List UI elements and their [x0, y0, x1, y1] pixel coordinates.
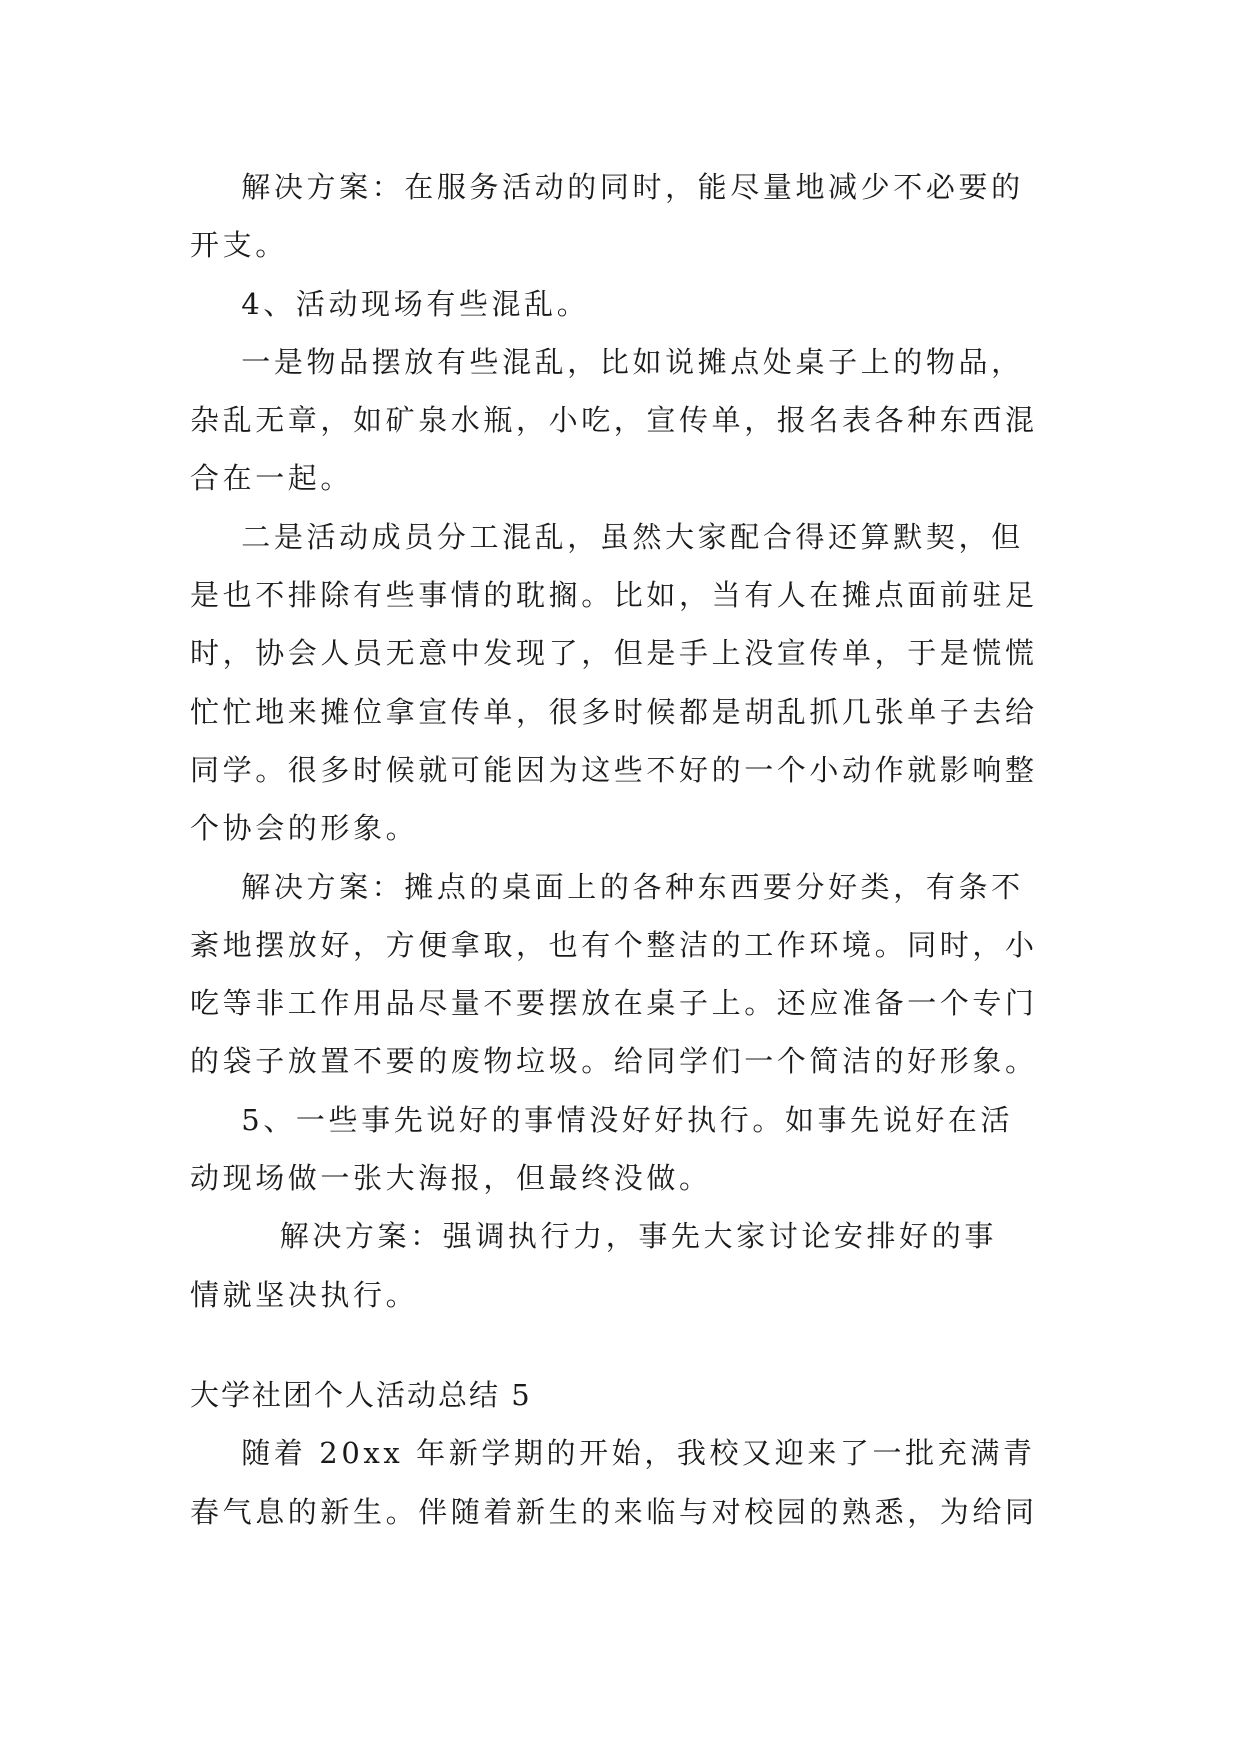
section-spacer — [190, 1324, 1050, 1366]
text-line: 同学。很多时候就可能因为这些不好的一个小动作就影响整 — [190, 752, 1038, 787]
text-line: 一是物品摆放有些混乱，比如说摊点处桌子上的物品， — [190, 344, 1024, 379]
text-line: 是也不排除有些事情的耽搁。比如，当有人在摊点面前驻足 — [190, 578, 1038, 613]
text-line: 解决方案：摊点的桌面上的各种东西要分好类，有条不 — [190, 869, 1024, 904]
text-line: 时，协会人员无意中发现了，但是手上没宣传单，于是慌慌 — [190, 636, 1038, 671]
text-line: 个协会的形象。 — [190, 811, 419, 846]
text-line: 杂乱无章，如矿泉水瓶，小吃，宣传单，报名表各种东西混 — [190, 403, 1038, 438]
text-line: 开支。 — [190, 228, 288, 263]
text-line: 合在一起。 — [190, 461, 354, 496]
text-line: 4、活动现场有些混乱。 — [190, 286, 590, 321]
section-heading: 大学社团个人活动总结 5 — [190, 1377, 532, 1412]
text-line: 吃等非工作用品尽量不要摆放在桌子上。还应准备一个专门 — [190, 986, 1038, 1021]
text-line: 随着 20xx 年新学期的开始，我校又迎来了一批充满青 — [190, 1436, 1036, 1471]
document-body — [190, 158, 1050, 1541]
text-line: 情就坚决执行。 — [190, 1277, 419, 1312]
text-line: 忙忙地来摊位拿宣传单，很多时候都是胡乱抓几张单子去给 — [190, 694, 1038, 729]
text-line: 的袋子放置不要的废物垃圾。给同学们一个简洁的好形象。 — [190, 1044, 1038, 1079]
text-line: 动现场做一张大海报，但最终没做。 — [190, 1161, 712, 1196]
text-line: 二是活动成员分工混乱，虽然大家配合得还算默契，但 — [190, 519, 1024, 554]
text-line: 5、一些事先说好的事情没好好执行。如事先说好在活 — [190, 1102, 1014, 1137]
text-line: 紊地摆放好，方便拿取，也有个整洁的工作环境。同时，小 — [190, 927, 1038, 962]
text-line: 解决方案：在服务活动的同时，能尽量地减少不必要的 — [190, 170, 1024, 204]
text-line: 春气息的新生。伴随着新生的来临与对校园的熟悉，为给同 — [190, 1494, 1038, 1529]
text-line: 解决方案：强调执行力，事先大家讨论安排好的事 — [190, 1219, 997, 1254]
